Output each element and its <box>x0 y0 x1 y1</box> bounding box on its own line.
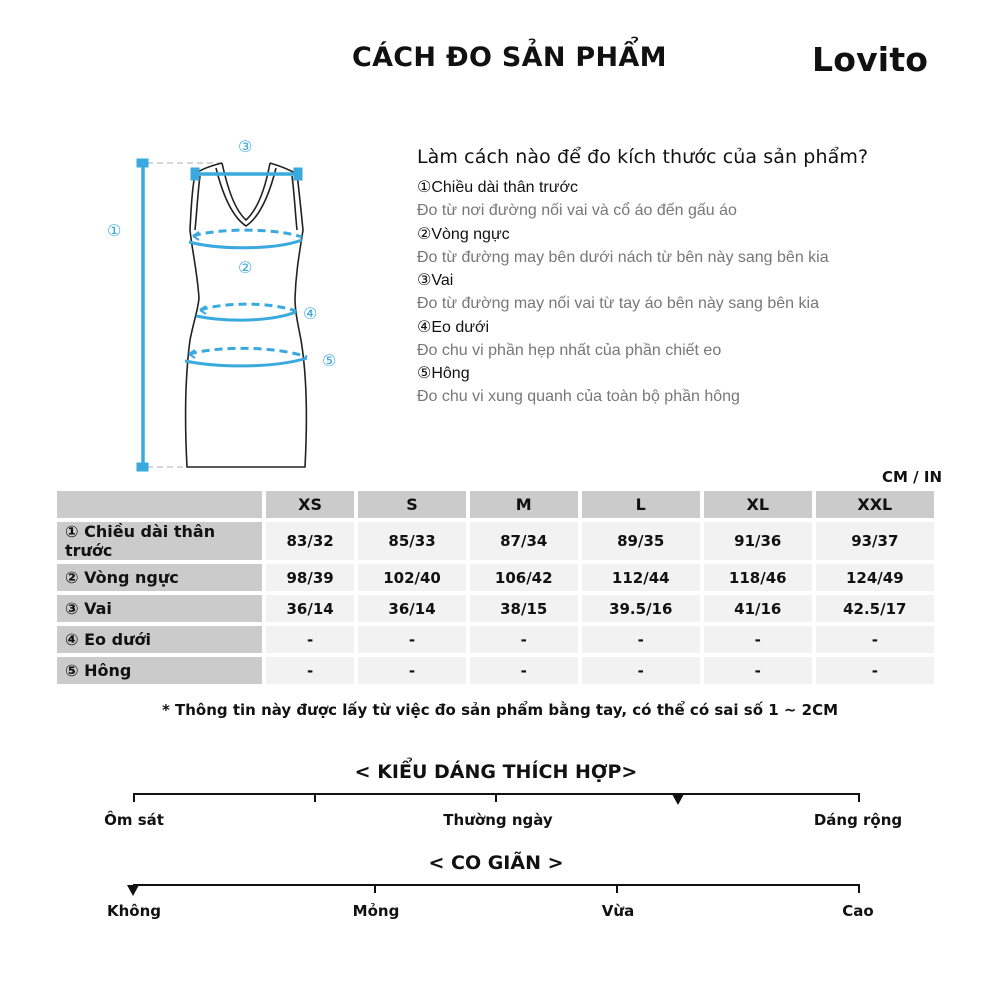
table-row <box>57 657 934 684</box>
table-cell: 112/44 <box>582 564 700 591</box>
table-cell: - <box>266 657 354 684</box>
row-label: ① Chiều dài thân trước <box>57 522 262 560</box>
table-cell: - <box>470 626 578 653</box>
howto-item-hip <box>417 362 957 409</box>
row-label: ⑤ Hông <box>57 657 262 684</box>
dress-measurement-illustration <box>100 130 360 480</box>
table-cell: - <box>470 657 578 684</box>
fit-scale-tick <box>133 793 135 802</box>
table-cell: 102/40 <box>358 564 466 591</box>
brand-logo: Lovito <box>812 40 929 79</box>
table-cell: - <box>704 626 812 653</box>
howto-item-bust <box>417 223 957 270</box>
stretch-label-none: Không <box>106 902 162 920</box>
fit-label-loose: Dáng rộng <box>813 811 903 829</box>
stretch-scale-tick <box>374 884 376 893</box>
table-row <box>57 522 934 560</box>
howto-label: ④Eo dưới <box>417 318 490 336</box>
table-cell: 91/36 <box>704 522 812 560</box>
page-title: CÁCH ĐO SẢN PHẨM <box>352 42 667 73</box>
table-header-row <box>57 491 934 518</box>
how-to-measure <box>417 146 957 409</box>
table-header-xl: XL <box>704 491 812 518</box>
stretch-marker-triangle-icon <box>127 885 139 896</box>
table-cell: 39.5/16 <box>582 595 700 622</box>
table-cell: 41/16 <box>704 595 812 622</box>
stretch-scale-line <box>133 884 860 886</box>
table-row <box>57 564 934 591</box>
table-cell: 93/37 <box>816 522 934 560</box>
stretch-scale-title: < CO GIÃN > <box>428 852 564 874</box>
table-cell: - <box>704 657 812 684</box>
fit-scale-tick <box>495 793 497 802</box>
table-cell: - <box>358 626 466 653</box>
howto-item-waist <box>417 316 957 363</box>
fit-label-tight: Ôm sát <box>104 811 164 829</box>
howto-desc: Đo từ đường may nối vai từ tay áo bên này sang bên kia <box>417 295 819 312</box>
howto-label: ①Chiều dài thân trước <box>417 179 578 196</box>
table-cell: - <box>582 657 700 684</box>
table-cell: 36/14 <box>266 595 354 622</box>
howto-label: ⑤Hông <box>417 365 470 382</box>
marker-2: ② <box>238 258 253 277</box>
table-cell: - <box>582 626 700 653</box>
table-cell: 98/39 <box>266 564 354 591</box>
table-cell: 83/32 <box>266 522 354 560</box>
howto-desc: Đo từ nơi đường nối vai và cổ áo đến gấu áo <box>417 202 737 219</box>
table-cell: 118/46 <box>704 564 812 591</box>
unit-label: CM / IN <box>882 468 942 486</box>
table-cell: 106/42 <box>470 564 578 591</box>
row-label: ② Vòng ngực <box>57 564 262 591</box>
table-cell: 38/15 <box>470 595 578 622</box>
table-cell: 85/33 <box>358 522 466 560</box>
table-header-s: S <box>358 491 466 518</box>
stretch-label-medium: Vừa <box>601 902 635 920</box>
fit-scale-title: < KIỂU DÁNG THÍCH HỢP> <box>354 761 638 783</box>
table-header-empty <box>57 491 262 518</box>
table-cell: 124/49 <box>816 564 934 591</box>
howto-desc: Đo chu vi phần hẹp nhất của phần chiết eo <box>417 341 722 359</box>
howto-desc: Đo chu vi xung quanh của toàn bộ phần hông <box>417 388 740 405</box>
row-label: ④ Eo dưới <box>57 626 262 653</box>
howto-label: ③Vai <box>417 272 454 289</box>
table-header-l: L <box>582 491 700 518</box>
table-header-m: M <box>470 491 578 518</box>
row-label: ③ Vai <box>57 595 262 622</box>
table-cell: - <box>266 626 354 653</box>
table-row <box>57 595 934 622</box>
table-cell: - <box>358 657 466 684</box>
marker-1: ① <box>107 221 122 240</box>
table-cell: 42.5/17 <box>816 595 934 622</box>
table-row <box>57 626 934 653</box>
stretch-scale-tick <box>616 884 618 893</box>
table-header-xs: XS <box>266 491 354 518</box>
table-cell: 36/14 <box>358 595 466 622</box>
howto-item-shoulder <box>417 269 957 316</box>
size-table <box>53 487 938 688</box>
table-cell: - <box>816 626 934 653</box>
how-to-question: Làm cách nào để đo kích thước của sản phẩm? <box>417 146 869 168</box>
howto-desc: Đo từ đường may bên dưới nách từ bên này sang bên kia <box>417 248 829 266</box>
fit-scale-tick <box>314 793 316 802</box>
howto-item-length <box>417 176 957 223</box>
marker-4: ④ <box>303 304 318 323</box>
fit-marker-triangle-icon <box>672 794 684 805</box>
table-cell: 87/34 <box>470 522 578 560</box>
marker-5: ⑤ <box>322 351 337 370</box>
measurement-note: * Thông tin này được lấy từ việc đo sản phẩm bằng tay, có thể có sai số 1 ~ 2CM <box>161 701 839 719</box>
fit-scale-tick <box>858 793 860 802</box>
marker-3: ③ <box>238 137 253 156</box>
table-cell: - <box>816 657 934 684</box>
stretch-scale-tick <box>858 884 860 893</box>
stretch-label-slight: Mỏng <box>352 902 400 920</box>
fit-label-regular: Thường ngày <box>443 811 553 829</box>
stretch-label-high: Cao <box>842 902 874 920</box>
howto-label: ②Vòng ngực <box>417 225 510 243</box>
table-header-xxl: XXL <box>816 491 934 518</box>
table-cell: 89/35 <box>582 522 700 560</box>
